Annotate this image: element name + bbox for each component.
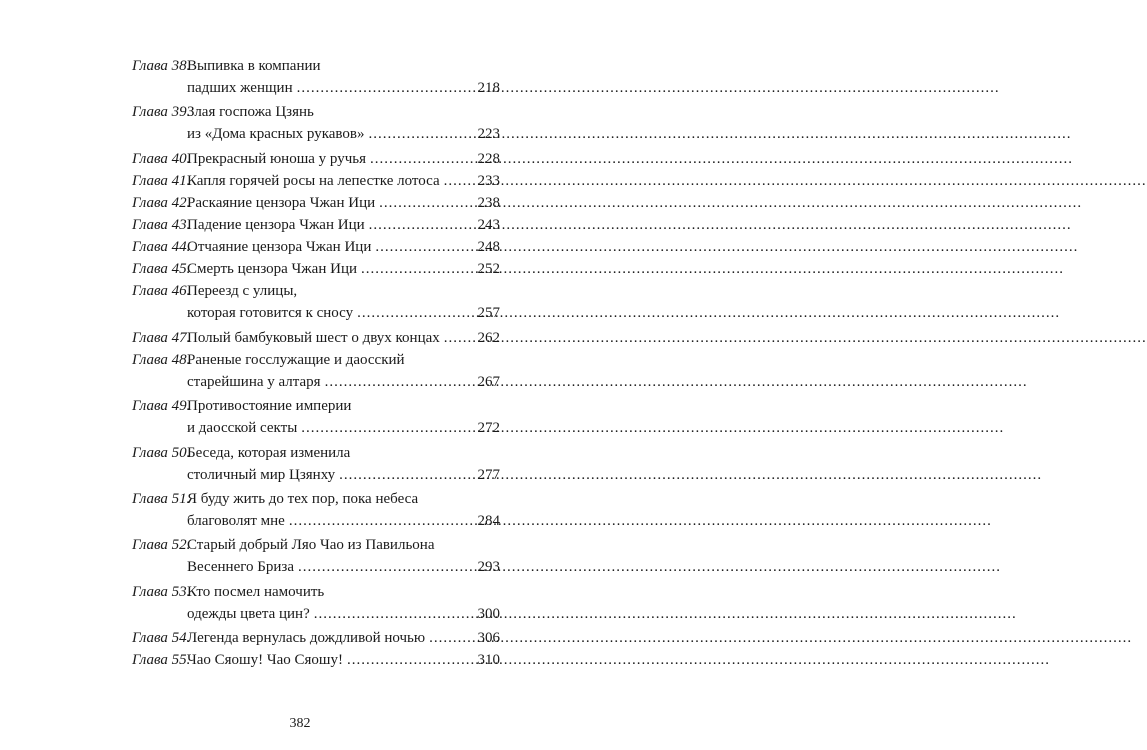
dot-leader — [429, 627, 473, 649]
chapter-page-number: 257 — [477, 305, 500, 322]
chapter-title: Выпивка в компании — [187, 58, 321, 74]
chapter-title: Раненые госслужащие и даосский — [187, 351, 405, 368]
chapter-title: падших женщин — [187, 80, 293, 97]
toc-entry — [132, 327, 500, 349]
chapter-page-number: 243 — [477, 217, 500, 234]
toc-entry-line — [132, 280, 500, 302]
dot-leader — [325, 371, 474, 393]
dot-leader — [339, 464, 473, 486]
toc-entry-line — [132, 123, 500, 145]
toc-entry — [132, 192, 500, 214]
chapter-label: Глава 41. — [132, 172, 191, 189]
toc-entry-line — [132, 349, 500, 371]
dot-leader — [444, 170, 474, 192]
toc-entry — [132, 258, 500, 280]
chapter-page-number: 248 — [477, 239, 500, 256]
chapter-title: и даосской секты — [187, 420, 298, 437]
chapter-label: Глава 50. — [132, 444, 191, 461]
chapter-label: Глава 39. — [132, 104, 191, 121]
chapter-page-number: 223 — [477, 126, 500, 143]
chapter-page-number: 300 — [477, 605, 500, 622]
dot-leader — [314, 603, 474, 625]
chapter-label: Глава 51. — [132, 490, 191, 507]
chapter-page-number: 284 — [477, 513, 500, 529]
dot-leader — [301, 417, 473, 439]
toc-entry-line — [132, 442, 500, 464]
toc-entry-line — [132, 395, 500, 417]
chapter-title: Весеннего Бриза — [187, 559, 294, 576]
chapter-title: Переезд с улицы, — [187, 283, 298, 300]
toc-entry-line — [132, 236, 500, 258]
chapter-title: Старый добрый Ляо Чао из Павильона — [187, 537, 435, 554]
chapter-label: Глава 49. — [132, 398, 191, 415]
chapter-label: Глава 54. — [132, 630, 191, 647]
chapter-page-number: 272 — [477, 420, 500, 437]
page-number: 382 — [289, 716, 311, 731]
toc-entry — [132, 534, 500, 578]
toc-entry-line — [132, 170, 500, 192]
chapter-title: Противостояние империи — [187, 398, 352, 415]
chapter-title: старейшина у алтаря — [187, 373, 321, 390]
dot-leader — [369, 214, 474, 236]
toc-entry — [132, 649, 500, 671]
chapter-label: Глава 44. — [132, 239, 191, 256]
chapter-title: столичный мир Цзянху — [187, 466, 336, 483]
chapter-page-number: 233 — [477, 172, 500, 189]
chapter-title: Кто посмел намочить — [187, 583, 325, 600]
chapter-title: из «Дома красных рукавов» — [187, 126, 365, 143]
dot-leader — [370, 148, 473, 170]
toc-entry — [132, 148, 500, 170]
chapter-label: Глава 53. — [132, 583, 191, 600]
toc-entry-line — [132, 581, 500, 603]
toc-entry — [132, 280, 500, 324]
chapter-title: одежды цвета цин? — [187, 605, 310, 622]
chapter-page-number: 293 — [477, 559, 500, 576]
toc-entry-line — [132, 488, 500, 510]
toc-entry-line — [132, 192, 500, 214]
chapter-label: Глава 52. — [132, 537, 191, 554]
chapter-title: Чао Сяошу! Чао Сяошу! — [187, 652, 343, 669]
toc-entry-line — [132, 649, 500, 671]
toc-entry-line — [132, 55, 500, 77]
chapter-page-number: 252 — [477, 261, 500, 278]
toc-entry — [132, 101, 500, 145]
dot-leader — [444, 327, 474, 349]
chapter-page-number: 310 — [477, 652, 500, 669]
chapter-label: Глава 46. — [132, 283, 191, 300]
toc-entry-line — [132, 464, 500, 486]
dot-leader — [357, 302, 473, 324]
chapter-title: которая готовится к сносу — [187, 305, 354, 322]
toc-entry-line — [132, 603, 500, 625]
chapter-page-number: 267 — [477, 373, 500, 390]
table-of-contents — [132, 55, 500, 671]
chapter-title: Полый бамбуковый шест о двух концах — [187, 329, 440, 346]
toc-entry-line — [132, 148, 500, 170]
chapter-title: благоволят мне — [187, 513, 285, 529]
dot-leader — [361, 258, 474, 280]
dot-leader — [289, 510, 474, 532]
chapter-title: Смерть цензора Чжан Ици — [187, 261, 357, 278]
chapter-title: Падение цензора Чжан Ици — [187, 217, 365, 234]
chapter-title: Легенда вернулась дождливой ночью — [187, 630, 426, 647]
toc-entry-line — [132, 556, 500, 578]
dot-leader — [298, 556, 474, 578]
toc-entry-line — [132, 534, 500, 556]
toc-entry-line — [132, 417, 500, 439]
chapter-title: Я буду жить до тех пор, пока небеса — [187, 490, 419, 507]
dot-leader — [297, 77, 474, 99]
chapter-label: Глава 40. — [132, 150, 191, 167]
chapter-label: Глава 38. — [132, 58, 191, 74]
toc-entry-line — [132, 302, 500, 324]
chapter-title: Раскаяние цензора Чжан Ици — [187, 194, 376, 211]
toc-entry — [132, 236, 500, 258]
chapter-page-number: 218 — [477, 80, 500, 97]
chapter-title: Отчаяние цензора Чжан Ици — [187, 239, 372, 256]
dot-leader — [379, 192, 473, 214]
chapter-page-number: 277 — [477, 466, 500, 483]
toc-entry-line — [132, 77, 500, 99]
chapter-label: Глава 42. — [132, 194, 191, 211]
toc-entry — [132, 488, 500, 532]
toc-entry — [132, 627, 500, 649]
toc-entry-line — [132, 214, 500, 236]
toc-entry-line — [132, 101, 500, 123]
toc-entry-line — [132, 327, 500, 349]
chapter-title: Капля горячей росы на лепестке лотоса — [187, 172, 440, 189]
chapter-label: Глава 43. — [132, 217, 191, 234]
toc-entry-line — [132, 258, 500, 280]
dot-leader — [347, 649, 474, 671]
chapter-page-number: 238 — [477, 194, 500, 211]
toc-entry-line — [132, 510, 500, 532]
toc-entry — [132, 395, 500, 439]
chapter-label: Глава 48. — [132, 351, 191, 368]
chapter-title: Злая госпожа Цзянь — [187, 104, 314, 121]
chapter-label: Глава 45. — [132, 261, 191, 278]
chapter-label: Глава 55. — [132, 652, 191, 669]
toc-entry — [132, 55, 500, 99]
dot-leader — [369, 123, 474, 145]
chapter-page-number: 228 — [477, 150, 500, 167]
chapter-page-number: 262 — [477, 329, 500, 346]
toc-entry — [132, 442, 500, 486]
chapter-title: Беседа, которая изменила — [187, 444, 351, 461]
toc-entry — [132, 214, 500, 236]
dot-leader — [375, 236, 473, 258]
chapter-label: Глава 47. — [132, 329, 191, 346]
toc-entry-line — [132, 371, 500, 393]
chapter-page-number: 306 — [477, 630, 500, 647]
toc-entry — [132, 581, 500, 625]
chapter-title: Прекрасный юноша у ручья — [187, 150, 367, 167]
toc-entry — [132, 349, 500, 393]
toc-entry — [132, 170, 500, 192]
toc-entry-line — [132, 627, 500, 649]
